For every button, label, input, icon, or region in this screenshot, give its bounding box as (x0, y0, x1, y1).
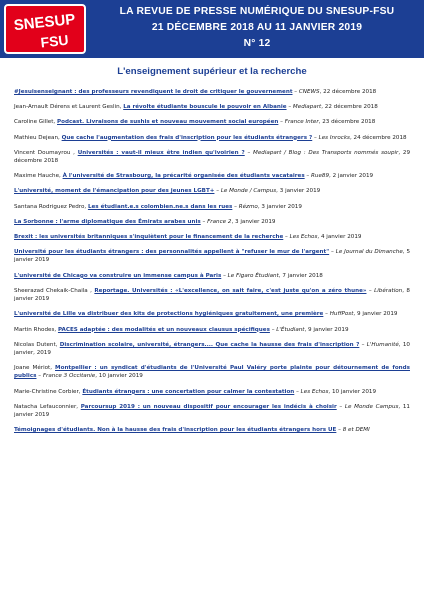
article-separator: – (286, 104, 293, 111)
article-link[interactable]: Podcast. Livraisons de sushis et nouveau mouvement social européen (57, 119, 279, 126)
issue-number: N° 12 (243, 38, 271, 49)
article-separator: – (278, 119, 285, 126)
article-date: , 9 janvier 2019 (353, 311, 398, 318)
article-item (14, 149, 410, 166)
article-item (14, 272, 410, 280)
article-author: Martin Rhodes, (14, 326, 58, 333)
article-source: France 2 (207, 218, 232, 225)
logo-text-top: SNESUP (12, 10, 77, 35)
article-item (14, 310, 410, 318)
article-item (14, 326, 410, 334)
article-date: , 24 décembre 2018 (349, 134, 407, 141)
article-date: , 10 janvier, 2019 (14, 341, 410, 356)
review-title: LA REVUE DE PRESSE NUMÉRIQUE DU SNESUP-FSU (119, 6, 395, 17)
article-link[interactable]: Étudiants étrangers : une concertation pour calmer la contestation (82, 388, 295, 395)
article-date: , 8 janvier 2019 (14, 287, 410, 303)
article-separator: – (336, 403, 345, 410)
snesup-fsu-logo (3, 3, 87, 55)
article-separator: – (283, 233, 290, 240)
article-item (14, 287, 410, 304)
article-date: , 3 janvier 2019 (231, 218, 276, 225)
article-source: 8 et DEMI (342, 427, 370, 434)
article-date: , 3 janvier 2019 (276, 188, 321, 195)
article-date: , 22 décembre 2018 (319, 89, 377, 95)
article-source: L'Humanité (366, 341, 399, 348)
article-item (14, 403, 410, 420)
article-link[interactable]: À l'université de Strasbourg, la précarité organisée des étudiants vacataires (62, 173, 305, 180)
article-item (14, 426, 410, 434)
article-date: , 10 janvier 2019 (95, 373, 143, 380)
article-separator: – (221, 272, 228, 279)
article-author: Caroline Gillet, (14, 119, 57, 126)
article-source: Le Figaro Étudiant (227, 272, 279, 279)
article-separator: – (269, 326, 277, 333)
article-link[interactable]: Les étudiant.e.s colombien.ne.s dans les rues (87, 203, 233, 210)
logo-text-bottom: FSU (39, 31, 70, 51)
article-separator: – (232, 203, 239, 210)
article-author: Mathieu Dejean, (14, 134, 62, 141)
article-item (14, 88, 410, 96)
article-item (14, 134, 410, 142)
article-source: Les Echos (300, 388, 329, 395)
section-title: L'enseignement supérieur et la recherche (117, 66, 307, 77)
article-separator: – (359, 341, 367, 348)
article-link[interactable]: #Jesuisenseignant : des professeurs revendiquent le droit de critiquer le gouvernement (14, 89, 293, 95)
article-separator: – (200, 218, 208, 225)
article-source: Le Monde Campus (344, 403, 399, 410)
article-date: , 22 décembre 2018 (321, 104, 378, 111)
article-source: L'Étudiant (276, 326, 305, 333)
article-date: , 3 janvier 2019 (257, 203, 302, 210)
article-separator: – (336, 427, 343, 434)
article-separator: – (244, 149, 254, 156)
article-link[interactable]: PACES adaptée : des modalités et un nouveaux clausus spécifiques (57, 326, 270, 333)
article-link[interactable]: Reportage. Universités : «L'excellence, on sait faire, c'est juste qu'on a zéro thune» (94, 287, 367, 294)
article-separator: – (304, 173, 312, 180)
article-date: , 4 janvier 2019 (317, 233, 362, 240)
article-separator: – (214, 188, 221, 195)
article-link[interactable]: Témoignages d'étudiants. Non à la hausse des frais d'inscription pour les étudiants étrangers hors UE (14, 427, 337, 434)
article-link[interactable]: L'université, moment de l'émancipation pour des jeunes LGBT+ (14, 188, 215, 195)
article-author: Maxime Hauche, (14, 173, 63, 180)
article-source: France 3 Occitanie (42, 373, 96, 380)
article-item (14, 187, 410, 195)
article-separator: – (36, 373, 43, 380)
article-item (14, 388, 410, 396)
article-separator: – (292, 89, 299, 95)
article-date: , 5 janvier 2019 (14, 249, 410, 264)
article-author: Sheerazad Chekaik-Chaila , (14, 287, 95, 294)
article-source: Les Echos (289, 233, 318, 240)
article-source: Les Inrocks (318, 134, 350, 141)
article-date: , 11 janvier 2019 (14, 403, 410, 419)
article-link[interactable]: La révolte étudiante bouscule le pouvoir en Albanie (123, 104, 287, 111)
article-separator: – (312, 134, 319, 141)
header-text (96, 4, 418, 52)
article-source: France Inter (284, 119, 319, 126)
article-author: Vincent Doumayrou , (14, 149, 78, 156)
article-source: Mediapart (292, 104, 322, 111)
article-author: Santana Rodriguez Pedro, (14, 203, 88, 210)
article-separator: – (366, 287, 375, 294)
article-separator: – (329, 249, 336, 256)
article-source: Mediapart / Blog : Des Transports nommés soupir (253, 149, 399, 156)
article-link[interactable]: Universités : vaut-il mieux être indien qu'ivoirien ? (77, 149, 245, 156)
article-source: Libération (374, 287, 403, 294)
article-link[interactable]: Parcoursup 2019 : un nouveau dispositif pour encourager les indécis à choisir (80, 403, 337, 410)
article-item (14, 233, 410, 241)
article-link[interactable]: Discrimination scolaire, université, étrangers.... Que cache la hausse des frais d'inscription ? (59, 341, 360, 348)
article-author: Jean-Arnault Dérens et Laurent Geslin, (14, 104, 124, 111)
article-source: HuffPost (329, 311, 354, 318)
article-link[interactable]: L'université de Lille va distribuer des kits de protections hygiéniques gratuitement, une première (14, 311, 324, 318)
article-date: , 2 janvier 2019 (329, 173, 374, 180)
article-item (14, 118, 410, 126)
article-item (14, 103, 410, 111)
article-date: , 9 janvier 2019 (304, 326, 349, 333)
article-author: Nicolas Dutent, (14, 341, 60, 348)
article-separator: – (294, 388, 301, 395)
article-source: Le Monde / Campus (220, 188, 277, 195)
article-date: , 7 janvier 2018 (278, 272, 323, 279)
article-source: Rézmo (238, 203, 258, 210)
article-source: Le Journal du Dimanche (335, 249, 403, 256)
article-link[interactable]: Montpellier : un syndicat d'étudiants de l'Université Paul Valéry porte plainte pour détournement de fonds publics (14, 365, 410, 380)
article-list (14, 88, 410, 442)
issue-dates: 21 DÉCEMBRE 2018 AU 11 JANVIER 2019 (151, 22, 363, 33)
article-author: Natacha Lefauconnier, (14, 403, 81, 410)
article-separator: – (323, 311, 330, 318)
article-date: , 23 décembre 2018 (318, 119, 376, 126)
article-item (14, 364, 410, 381)
article-item (14, 172, 410, 180)
article-author: Marie-Christine Corbier, (14, 388, 83, 395)
article-link[interactable]: L'université de Chicago va construire un immense campus à Paris (14, 272, 222, 279)
article-author: Joane Mériot, (14, 365, 56, 372)
article-source: Rue89 (311, 173, 330, 180)
article-link[interactable]: Brexit : les universités britanniques s'inquiètent pour le financement de la recherche (14, 233, 284, 240)
article-link[interactable]: Université pour les étudiants étrangers : des personnalités appellent à "refuser le mur de l'argent" (14, 249, 330, 256)
article-date: , 29 décembre 2018 (14, 149, 410, 165)
article-source: CNEWS (298, 89, 320, 95)
article-item (14, 218, 410, 226)
article-link[interactable]: La Sorbonne : l'arme diplomatique des Émirats arabes unis (14, 218, 201, 225)
article-item (14, 341, 410, 358)
article-item (14, 248, 410, 265)
article-item (14, 203, 410, 211)
article-date: , 10 janvier 2019 (328, 388, 377, 395)
article-link[interactable]: Que cache l'augmentation des frais d'inscription pour les étudiants étrangers ? (61, 134, 313, 141)
